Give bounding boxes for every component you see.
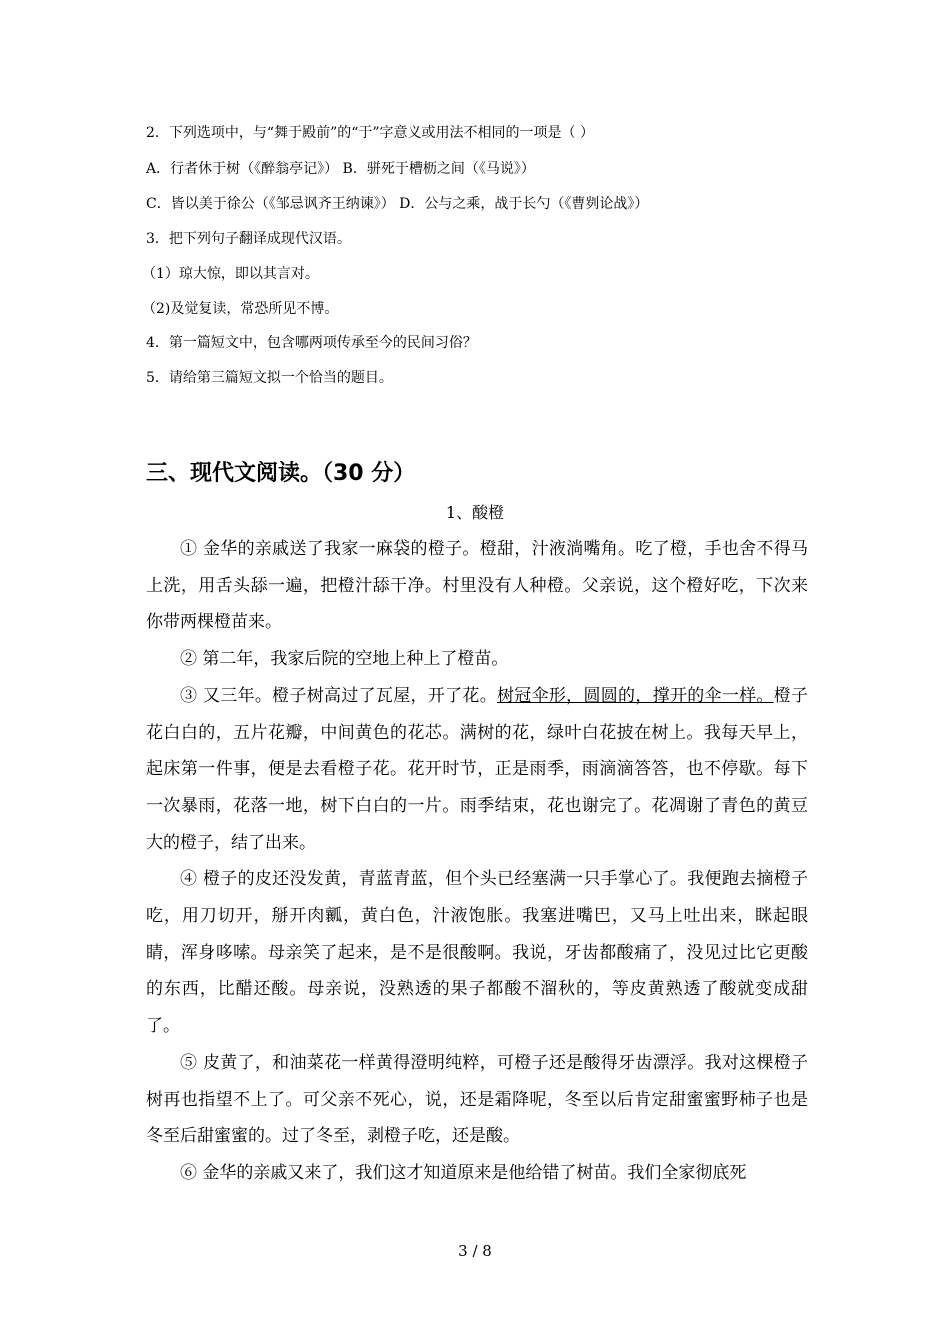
question-3-sentence-1: （1）琼大惊，即以其言对。 [142,266,319,282]
question-3: 3．把下列句子翻译成现代汉语。 [146,231,351,247]
paragraph-5: ⑤ 皮黄了，和油菜花一样黄得澄明纯粹，可橙子还是酸得牙齿漂浮。我对这棵橙子树再也指望不上了。可父亲不死心，说，还是霜降呢，冬至以后肯定甜蜜蜜野柿子也是冬至后甜蜜蜜的。过了冬至，剥橙子吃，还是酸。 [146,1052,808,1147]
question-2-options-a-b: A．行者休于树（《醉翁亭记》） B．骈死于槽枥之间（《马说》） [146,161,535,177]
question-5: 5．请给第三篇短文拟一个恰当的题目。 [146,370,393,386]
paragraph-1: ① 金华的亲戚送了我家一麻袋的橙子。橙甜，汁液淌嘴角。吃了橙，手也舍不得马上洗，用舌头舔一遍，把橙汁舔干净。村里没有人种橙。父亲说，这个橙好吃，下次来你带两棵橙苗来。 [146,539,808,633]
question-2: 2．下列选项中，与“舞于殿前”的“于”字意义或用法不相同的一项是（ ） [146,125,594,141]
question-3-sentence-2: （2)及觉复读，常恐所见不博。 [142,301,339,317]
paragraph-6: ⑥ 金华的亲戚又来了，我们这才知道原来是他给错了树苗。我们全家彻底死 [180,1162,747,1183]
article-title: 1、酸橙 [445,503,505,522]
paragraph-3 [146,678,808,862]
page-number: 3 / 8 [458,1242,492,1260]
section-heading: 三、现代文阅读。（30 分） [146,461,416,486]
question-2-options-c-d: C．皆以美于徐公（《邹忌讽齐王纳谏》） D．公与之乘，战于长勺（《曹刿论战》） [146,196,649,212]
article-body [146,531,808,1192]
paragraph-3-start: ③ 又三年。橙子树高过了瓦屋，开了花。 [180,685,497,706]
underlined-sentence: 树冠伞形，圆圆的，撑开的伞一样。 [497,685,774,706]
question-4: 4．第一篇短文中，包含哪两项传承至今的民间习俗？ [146,335,477,351]
paragraph-2: ② 第二年，我家后院的空地上种上了橙苗。 [180,649,509,670]
paragraph-4: ④ 橙子的皮还没发黄，青蓝青蓝，但个头已经塞满一只手掌心了。我便跑去摘橙子吃，用刀切开，掰开肉瓤，黄白色，汁液饱胀。我塞进嘴巴，又马上吐出来，眯起眼睛，浑身哆嗦。母亲笑了起来，是不是很酸啊。我说，牙齿都酸痛了，没见过比它更酸的东西，比醋还酸。母亲说，没熟透的果子都酸不溜秋的，等皮黄熟透了酸就变成甜了。 [146,869,808,1037]
paragraph-3-rest: 橙子花白白的，五片花瓣，中间黄色的花芯。满树的花，绿叶白花披在树上。我每天早上，起床第一件事，便是去看橙子花。花开时节，正是雨季，雨滴滴答答，也不停歇。每下一次暴雨，花落一地，树下白白的一片。雨季结束，花也谢完了。花凋谢了青色的黄豆大的橙子，结了出来。 [146,685,809,853]
